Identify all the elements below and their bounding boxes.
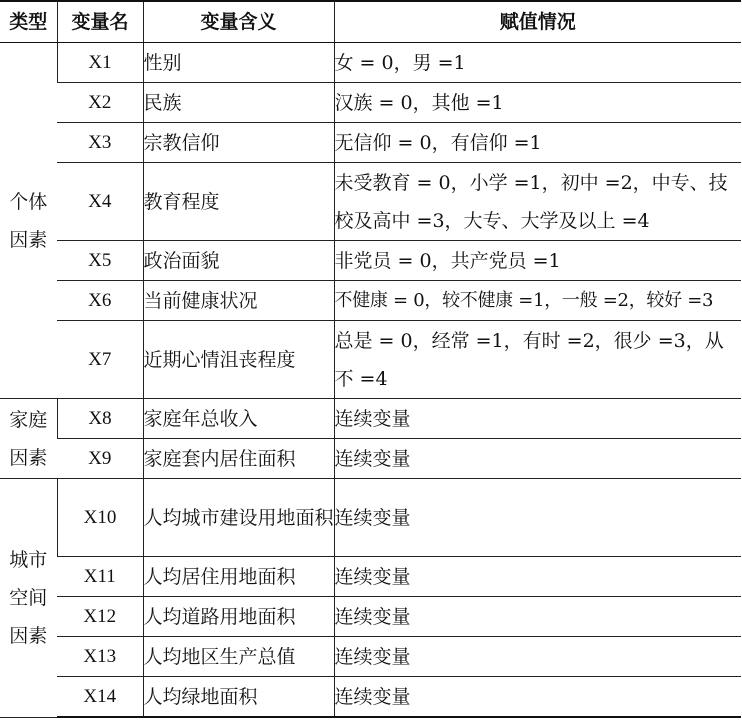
table-row <box>0 281 741 321</box>
variable-code: X8 <box>57 399 143 439</box>
table-row <box>0 83 741 123</box>
variable-code: X4 <box>57 163 143 241</box>
table-row <box>0 637 741 677</box>
variable-code: X14 <box>57 677 143 718</box>
variable-assignment: 未受教育 = 0，小学 =1，初中 =2，中专、技校及高中 =3，大专、大学及以上 =4 <box>334 163 741 241</box>
header-type: 类型 <box>0 1 57 43</box>
variable-meaning: 人均绿地面积 <box>143 677 334 718</box>
variable-meaning: 教育程度 <box>143 163 334 241</box>
variable-code: X3 <box>57 123 143 163</box>
variable-code: X5 <box>57 241 143 281</box>
category-personal: 个体因素 <box>0 43 57 399</box>
table-row <box>0 677 741 718</box>
variable-code: X11 <box>57 557 143 597</box>
category-family: 家庭因素 <box>0 399 57 479</box>
variable-meaning: 近期心情沮丧程度 <box>143 321 334 399</box>
table-row <box>0 321 741 399</box>
variable-meaning: 性别 <box>143 43 334 83</box>
table-row <box>0 597 741 637</box>
variable-assignment: 非党员 = 0，共产党员 =1 <box>334 241 741 281</box>
table-row <box>0 399 741 439</box>
variable-code: X6 <box>57 281 143 321</box>
table-row <box>0 123 741 163</box>
variable-assignment: 连续变量 <box>334 479 741 557</box>
variable-code: X2 <box>57 83 143 123</box>
variable-assignment: 汉族 = 0，其他 =1 <box>334 83 741 123</box>
variable-meaning: 家庭套内居住面积 <box>143 439 334 479</box>
variable-code: X12 <box>57 597 143 637</box>
variable-code: X13 <box>57 637 143 677</box>
variable-meaning: 人均城市建设用地面积 <box>143 479 334 557</box>
table-row <box>0 439 741 479</box>
table-row <box>0 43 741 83</box>
header-row <box>0 1 741 43</box>
variable-assignment: 女 = 0，男 =1 <box>334 43 741 83</box>
variable-assignment: 连续变量 <box>334 399 741 439</box>
variable-meaning: 宗教信仰 <box>143 123 334 163</box>
variable-meaning: 人均道路用地面积 <box>143 597 334 637</box>
table-row <box>0 479 741 557</box>
variable-code: X10 <box>57 479 143 557</box>
table-row <box>0 241 741 281</box>
table-row <box>0 557 741 597</box>
variable-assignment: 连续变量 <box>334 637 741 677</box>
variable-assignment: 连续变量 <box>334 677 741 718</box>
variable-code: X7 <box>57 321 143 399</box>
variable-meaning: 家庭年总收入 <box>143 399 334 439</box>
header-variable-meaning: 变量含义 <box>143 1 334 43</box>
variable-assignment: 无信仰 = 0，有信仰 =1 <box>334 123 741 163</box>
header-variable-name: 变量名 <box>57 1 143 43</box>
variable-assignment: 连续变量 <box>334 597 741 637</box>
table-row <box>0 163 741 241</box>
variable-meaning: 人均地区生产总值 <box>143 637 334 677</box>
variable-assignment: 不健康 = 0，较不健康 =1，一般 =2，较好 =3 <box>334 281 741 321</box>
variable-code: X1 <box>57 43 143 83</box>
variable-meaning: 民族 <box>143 83 334 123</box>
variable-assignment: 连续变量 <box>334 439 741 479</box>
header-assignment: 赋值情况 <box>334 1 741 43</box>
variable-assignment: 总是 = 0，经常 =1，有时 =2，很少 =3，从不 =4 <box>334 321 741 399</box>
variable-meaning: 人均居住用地面积 <box>143 557 334 597</box>
variable-meaning: 政治面貌 <box>143 241 334 281</box>
variable-code: X9 <box>57 439 143 479</box>
category-urban: 城市空间因素 <box>0 479 57 718</box>
variable-meaning: 当前健康状况 <box>143 281 334 321</box>
variable-assignment: 连续变量 <box>334 557 741 597</box>
